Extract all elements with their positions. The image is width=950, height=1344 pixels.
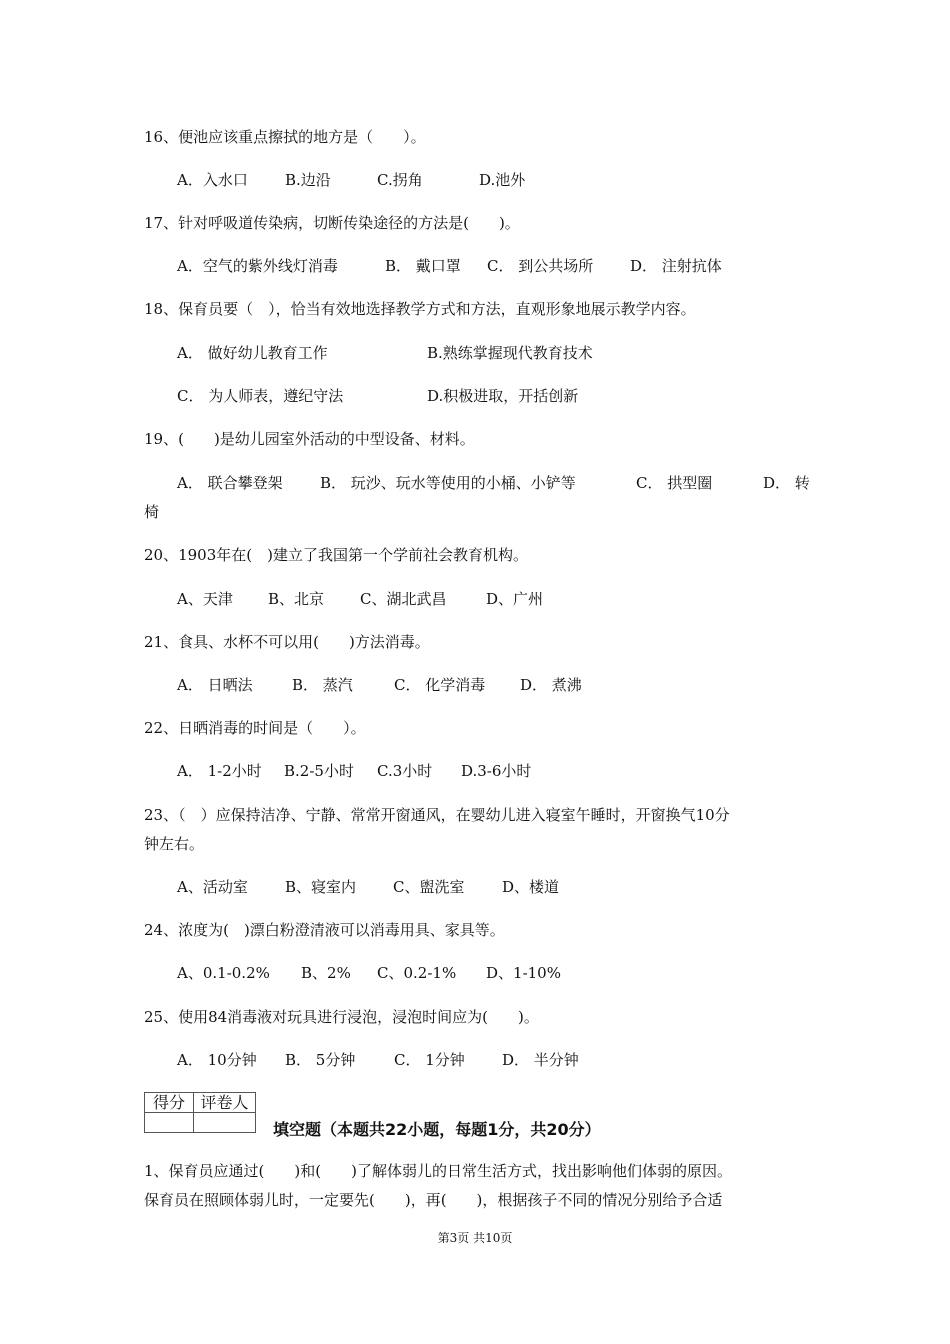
q19-option-a: A． 联合攀登架 <box>177 474 283 492</box>
question-18-stem: 18、保育员要（ ），恰当有效地选择教学方式和方法，直观形象地展示教学内容。 <box>144 300 696 318</box>
q19-option-d-continuation: 椅 <box>144 503 160 521</box>
fill-question-1-line-1: 1、保育员应通过( )和( )了解体弱儿的日常生活方式，找出影响他们体弱的原因。 <box>144 1162 732 1180</box>
q21-option-c: C． 化学消毒 <box>394 676 486 694</box>
q19-option-c: C． 拱型圈 <box>636 474 713 492</box>
section-title: 填空题（本题共22小题，每题1分，共20分） <box>273 1120 601 1139</box>
page-footer: 第3页 共10页 <box>437 1231 513 1245</box>
q17-option-c: C． 到公共场所 <box>487 257 594 275</box>
q17-option-d: D． 注射抗体 <box>630 257 722 275</box>
q22-option-c: C.3小时 <box>377 762 433 780</box>
question-16-stem: 16、便池应该重点擦拭的地方是（ ）。 <box>144 128 426 146</box>
question-23-stem: 23、（ ）应保持洁净、宁静、常常开窗通风，在婴幼儿进入寝室午睡时，开窗换气10分 <box>144 806 730 824</box>
q20-option-b: B、北京 <box>268 590 325 608</box>
question-19-stem: 19、( )是幼儿园室外活动的中型设备、材料。 <box>144 430 475 448</box>
q25-option-a: A． 10分钟 <box>177 1051 257 1069</box>
q22-option-a: A． 1-2小时 <box>177 762 262 780</box>
q17-option-a: A．空气的紫外线灯消毒 <box>177 257 338 275</box>
grader-label: 评卷人 <box>194 1093 256 1113</box>
q23-option-b: B、寝室内 <box>285 878 357 896</box>
q25-option-d: D． 半分钟 <box>502 1051 579 1069</box>
q18-option-d: D.积极进取，开括创新 <box>427 387 579 405</box>
q16-option-c: C.拐角 <box>377 171 423 189</box>
q21-option-d: D． 煮沸 <box>520 676 582 694</box>
grader-cell <box>194 1113 256 1133</box>
q24-option-c: C、0.2-1% <box>377 964 457 982</box>
q24-option-b: B、2% <box>301 964 351 982</box>
question-22-stem: 22、日晒消毒的时间是（ ）。 <box>144 719 366 737</box>
q22-option-b: B.2-5小时 <box>284 762 354 780</box>
q19-option-b: B． 玩沙、玩水等使用的小桶、小铲等 <box>320 474 576 492</box>
score-label: 得分 <box>145 1093 194 1113</box>
q16-option-d: D.池外 <box>479 171 526 189</box>
q25-option-b: B． 5分钟 <box>285 1051 356 1069</box>
q23-option-d: D、楼道 <box>502 878 560 896</box>
q22-option-d: D.3-6小时 <box>461 762 532 780</box>
question-24-stem: 24、浓度为( )漂白粉澄清液可以消毒用具、家具等。 <box>144 921 505 939</box>
q19-option-d: D． 转 <box>763 474 810 492</box>
q23-option-c: C、盥洗室 <box>393 878 465 896</box>
q23-option-a: A、活动室 <box>177 878 248 896</box>
fill-question-1-line-2: 保育员在照顾体弱儿时，一定要先( )，再( )，根据孩子不同的情况分别给予合适 <box>144 1191 723 1209</box>
q16-option-b: B.边沿 <box>285 171 331 189</box>
q17-option-b: B． 戴口罩 <box>385 257 461 275</box>
question-25-stem: 25、使用84消毒液对玩具进行浸泡，浸泡时间应为( )。 <box>144 1008 539 1026</box>
score-box <box>144 1092 256 1133</box>
score-cell <box>145 1113 194 1133</box>
q18-option-b: B.熟练掌握现代教育技术 <box>427 344 593 362</box>
q25-option-c: C． 1分钟 <box>394 1051 465 1069</box>
question-20-stem: 20、1903年在( )建立了我国第一个学前社会教育机构。 <box>144 546 528 564</box>
question-17-stem: 17、针对呼吸道传染病，切断传染途径的方法是( )。 <box>144 214 520 232</box>
q18-option-a: A． 做好幼儿教育工作 <box>177 344 328 362</box>
q20-option-a: A、天津 <box>177 590 233 608</box>
q24-option-d: D、1-10% <box>486 964 561 982</box>
q21-option-a: A． 日晒法 <box>177 676 253 694</box>
question-23-continuation: 钟左右。 <box>144 835 205 853</box>
q16-option-a: A．入水口 <box>177 171 248 189</box>
q20-option-c: C、湖北武昌 <box>360 590 447 608</box>
q18-option-c: C． 为人师表，遵纪守法 <box>177 387 344 405</box>
q24-option-a: A、0.1-0.2% <box>177 964 270 982</box>
q20-option-d: D、广州 <box>486 590 544 608</box>
q21-option-b: B． 蒸汽 <box>292 676 353 694</box>
question-21-stem: 21、食具、水杯不可以用( )方法消毒。 <box>144 633 430 651</box>
